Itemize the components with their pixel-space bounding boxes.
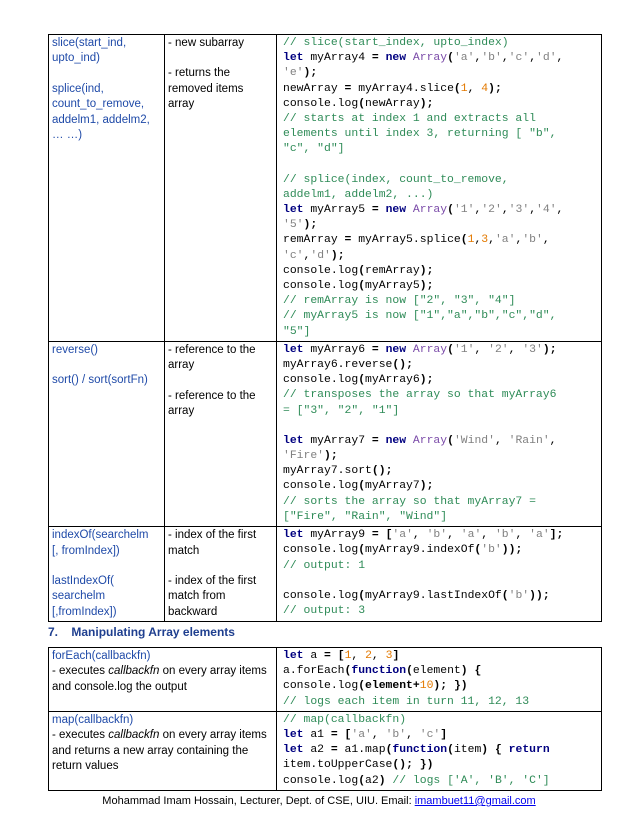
footer-text: Mohammad Imam Hossain, Lecturer, Dept. of CSE, UIU. Email:: [102, 795, 415, 807]
code-line: // remArray is now ["2", "3", "4"]: [283, 295, 516, 308]
method-cell: [49, 35, 165, 342]
code-line: let myArray6 = new Array('1', '2', '3');: [283, 343, 557, 356]
code-line: let a2 = a1.map(function(item) { return: [283, 744, 550, 757]
code-line: console.log(myArray9.lastIndexOf('b'));: [283, 589, 550, 602]
method-line: lastIndexOf(: [52, 574, 114, 587]
code-line: 'c','d');: [283, 249, 345, 262]
table-row: [49, 35, 602, 342]
description: - executes callbackfn on every array items and console.log the output: [52, 665, 267, 693]
method-name: forEach(callbackfn): [52, 650, 151, 662]
code-line: console.log(newArray);: [283, 97, 434, 110]
method-line: slice(start_ind,: [52, 37, 127, 49]
method-line: [, fromIndex]): [52, 544, 120, 557]
desc-line: - returns the: [168, 67, 230, 80]
code-blank-line: [283, 574, 598, 589]
desc-line: backward: [168, 605, 218, 618]
code-blank-line: [283, 158, 598, 173]
desc-line: - index of the first: [168, 529, 257, 542]
description-cell: [165, 35, 277, 342]
code-line: remArray = myArray5.splice(1,3,'a','b',: [283, 234, 550, 247]
desc-line: array: [168, 359, 195, 372]
section-heading: [48, 625, 235, 639]
code-cell: [277, 648, 602, 712]
code-cell: [277, 711, 602, 790]
method-name: map(callbackfn): [52, 713, 134, 726]
description-cell: [165, 527, 277, 622]
method-line: addelm1, addelm2,: [52, 113, 150, 126]
code-line: // transposes the array so that myArray6: [283, 389, 557, 402]
desc-line: removed items: [168, 82, 244, 95]
code-line: let myArray4 = new Array('a','b','c','d',: [283, 52, 564, 65]
desc-line: match: [168, 544, 200, 557]
method-line: … …): [52, 129, 83, 142]
desc-line: - reference to the: [168, 343, 256, 356]
code-line: let a1 = ['a', 'b', 'c']: [283, 729, 448, 742]
desc-line: - reference to the: [168, 389, 256, 402]
code-line: elements until index 3, returning [ "b",: [283, 128, 557, 141]
section-number: 7.: [48, 625, 59, 639]
code-line: newArray = myArray4.slice(1, 4);: [283, 82, 502, 95]
code-line: console.log(myArray6);: [283, 374, 434, 387]
page-footer: [0, 795, 638, 807]
code-line: ["Fire", "Rain", "Wind"]: [283, 510, 448, 523]
desc-line: array: [168, 405, 195, 418]
method-cell: [49, 341, 165, 526]
code-line: "c", "d"]: [283, 143, 345, 156]
method-line: upto_ind): [52, 52, 100, 65]
code-line: console.log(myArray7);: [283, 480, 434, 493]
code-line: 'e');: [283, 67, 318, 80]
methods-table-1: [48, 34, 602, 622]
code-line: // output: 1: [283, 559, 366, 572]
method-line: indexOf(searchelm: [52, 529, 149, 542]
email-link[interactable]: imambuet11@gmail.com: [414, 795, 536, 807]
code-line: myArray7.sort();: [283, 465, 393, 478]
code-line: "5"]: [283, 325, 311, 338]
description-cell: [165, 341, 277, 526]
code-line: console.log(element+10); }): [283, 680, 468, 693]
code-line: console.log(myArray9.indexOf('b'));: [283, 544, 523, 557]
method-description-cell: [49, 648, 277, 712]
code-line: '5');: [283, 219, 318, 232]
table-row: [49, 527, 602, 622]
code-line: = ["3", "2", "1"]: [283, 404, 400, 417]
code-line: console.log(remArray);: [283, 264, 434, 277]
code-line: // sorts the array so that myArray7 =: [283, 495, 536, 508]
method-line: splice(ind,: [52, 82, 104, 95]
code-line: 'Fire');: [283, 450, 338, 463]
methods-table-2: [48, 647, 602, 791]
method-description-cell: [49, 711, 277, 790]
code-line: a.forEach(function(element) {: [283, 665, 482, 678]
code-line: console.log(a2) // logs ['A', 'B', 'C']: [283, 774, 550, 787]
code-line: // starts at index 1 and extracts all: [283, 113, 536, 126]
code-line: // splice(index, count_to_remove,: [283, 173, 509, 186]
method-line: sort() / sort(sortFn): [52, 374, 148, 387]
method-line: searchelm: [52, 590, 106, 603]
code-line: let myArray5 = new Array('1','2','3','4',: [283, 204, 564, 217]
method-line: count_to_remove,: [52, 98, 145, 111]
code-line: // slice(start_index, upto_index): [283, 37, 509, 49]
code-line: let a = [1, 2, 3]: [283, 650, 400, 662]
code-cell: [277, 341, 602, 526]
code-line: // output: 3: [283, 604, 366, 617]
code-line: // logs each item in turn 11, 12, 13: [283, 695, 530, 708]
code-line: myArray6.reverse();: [283, 359, 413, 372]
code-blank-line: [283, 419, 598, 434]
code-line: // map(callbackfn): [283, 713, 407, 726]
code-cell: [277, 35, 602, 342]
method-line: [,fromIndex]): [52, 605, 117, 618]
desc-line: match from: [168, 590, 226, 603]
code-line: // myArray5 is now ["1","a","b","c","d",: [283, 310, 557, 323]
table-row: [49, 648, 602, 712]
section-title: Manipulating Array elements: [71, 625, 235, 639]
code-line: item.toUpperCase(); }): [283, 759, 434, 772]
description: - executes callbackfn on every array items and returns a new array containing the return values: [52, 729, 267, 773]
code-line: addelm1, addelm2, ...): [283, 188, 434, 201]
table-row: [49, 711, 602, 790]
desc-line: - new subarray: [168, 37, 245, 49]
table-row: [49, 341, 602, 526]
method-line: reverse(): [52, 343, 99, 356]
code-line: let myArray7 = new Array('Wind', 'Rain',: [283, 434, 557, 447]
method-cell: [49, 527, 165, 622]
code-line: console.log(myArray5);: [283, 280, 434, 293]
desc-line: array: [168, 98, 195, 111]
code-cell: [277, 527, 602, 622]
code-line: let myArray9 = ['a', 'b', 'a', 'b', 'a'];: [283, 529, 564, 542]
desc-line: - index of the first: [168, 574, 257, 587]
